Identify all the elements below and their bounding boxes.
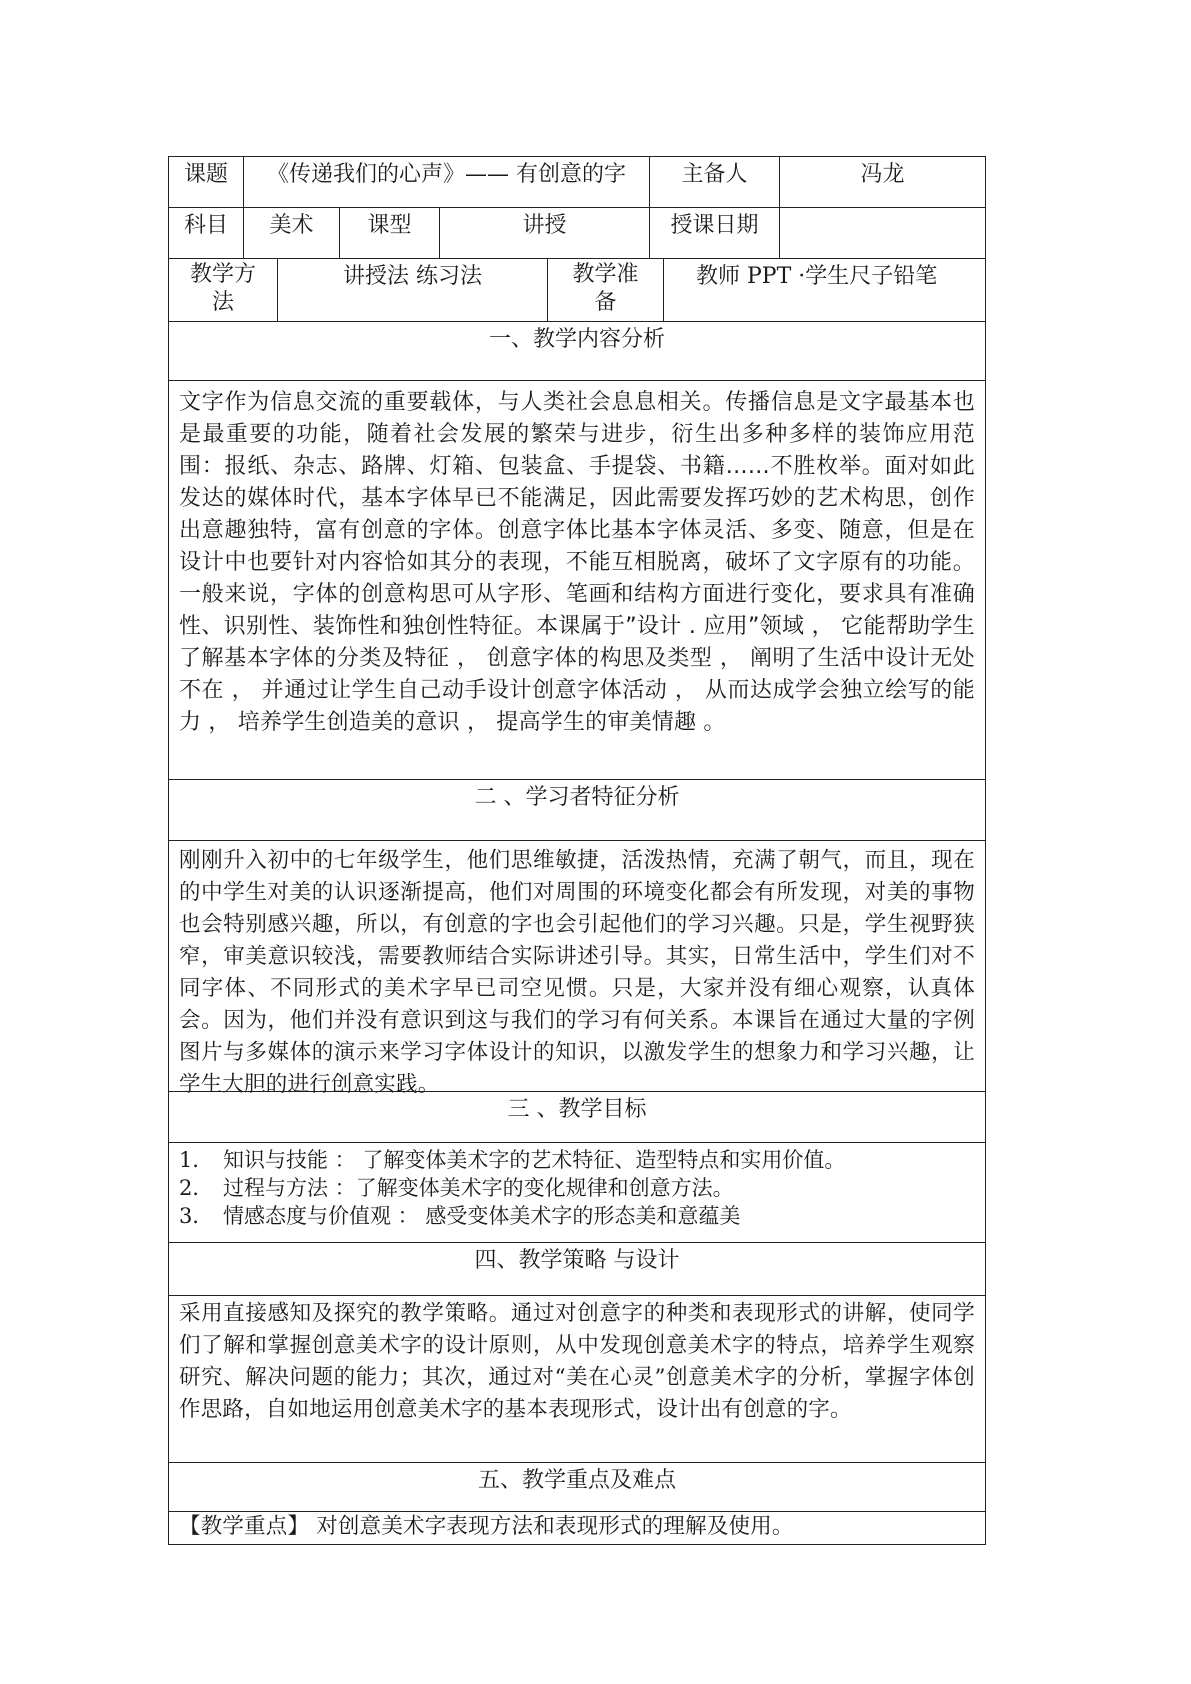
- prep-value: 教师 PPT ·学生尺子铅笔: [663, 259, 985, 321]
- section-5-text: [169, 1512, 985, 1544]
- section-2-title-row: [169, 779, 985, 840]
- section-5-body-row: [169, 1511, 985, 1544]
- section-2-title: 二 、学习者特征分析: [474, 785, 680, 810]
- header-row-subject: [169, 207, 985, 258]
- method-value: 讲授法 练习法: [277, 259, 547, 321]
- section-1-title-row: [169, 321, 985, 380]
- lead-value: 冯龙: [779, 157, 985, 207]
- objective-text: 知识与技能 ： 了解变体美术字的艺术特征、造型特点和实用价值。: [223, 1148, 846, 1172]
- header-row-method: [169, 258, 985, 321]
- type-value: 讲授: [439, 208, 649, 258]
- label-topic: 课题: [183, 162, 228, 187]
- section-4-title-row: [169, 1242, 985, 1295]
- objective-item: [169, 1202, 985, 1230]
- section-5-title-row: [169, 1462, 985, 1511]
- objective-text: 情感态度与价值观 ： 感受变体美术字的形态美和意蕴美: [223, 1204, 741, 1228]
- label-type: 课型: [339, 208, 439, 258]
- objective-number: 2．: [179, 1176, 214, 1200]
- section-2-text: [169, 841, 985, 1097]
- section-2-paragraph: 刚刚升入初中的七年级学生，他们思维敏捷，活泼热情，充满了朝气，而且，现在的中学生对美的认识逐渐提高，他们对周围的环境变化都会有所发现，对美的事物也会特别感兴趣，所以，有创意的字也会引起他们的学习兴趣。只是，学生视野狭窄，审美意识较浅，需要教师结合实际讲述引导。其实，日常生活中，学生们对不同字体、不同形式的美术字早已司空见惯。只是，大家并没有细心观察，认真体会。因为，他们并没有意识到这与我们的学习有何关系。本课旨在通过大量的字例图片与多媒体的演示来学习字体设计的知识，以激发学生的想象力和学习兴趣，让学生大胆的进行创意实践。: [179, 848, 975, 1097]
- section-4-title: 四、教学策略 与设计: [474, 1248, 680, 1273]
- objective-number: 1．: [179, 1148, 214, 1172]
- label-date: 授课日期: [649, 208, 779, 258]
- objective-item: [169, 1174, 985, 1202]
- section-5-title: 五、教学重点及难点: [477, 1468, 676, 1493]
- label-lead: 主备人: [649, 157, 779, 207]
- label-prep: [547, 259, 663, 321]
- section-3-body-row: [169, 1142, 985, 1242]
- label-method: [169, 259, 277, 321]
- label-method-line1: 教学方: [189, 262, 256, 287]
- objective-text: 过程与方法 ：了解变体美术字的变化规律和创意方法。: [223, 1176, 734, 1200]
- section-3-title-row: [169, 1091, 985, 1142]
- label-subject: 科目: [183, 213, 228, 238]
- section-4-paragraph: 采用直接感知及探究的教学策略。通过对创意字的种类和表现形式的讲解，使同学们了解和掌握创意美术字的设计原则，从中发现创意美术字的特点，培养学生观察研究、解决问题的能力；其次，通过对“美在心灵”创意美术字的分析，掌握字体创作思路，自如地运用创意美术字的基本表现形式，设计出有创意的字。: [179, 1301, 975, 1422]
- lesson-plan-table: [168, 156, 986, 1545]
- section-1-body-row: [169, 380, 985, 779]
- label-method-line2: 法: [211, 290, 234, 315]
- subject-value: 美术: [243, 208, 339, 258]
- date-value: [779, 208, 985, 258]
- section-4-body-row: [169, 1295, 985, 1462]
- section-1-title: 一、教学内容分析: [488, 327, 665, 352]
- topic-value: 《传递我们的心声》—— 有创意的字: [243, 157, 649, 207]
- section-4-text: [169, 1296, 985, 1462]
- section-3-title: 三 、教学目标: [507, 1097, 647, 1122]
- section-1-paragraph: 文字作为信息交流的重要载体，与人类社会息息相关。传播信息是文字最基本也是最重要的功能，随着社会发展的繁荣与进步，衍生出多种多样的装饰应用范围：报纸、杂志、路牌、灯箱、包装盒、手提袋、书籍……不胜枚举。面对如此发达的媒体时代，基本字体早已不能满足，因此需要发挥巧妙的艺术构思，创作出意趣独特，富有创意的字体。创意字体比基本字体灵活、多变、随意，但是在设计中也要针对内容恰如其分的表现，不能互相脱离，破坏了文字原有的功能。一般来说，字体的创意构思可从字形、笔画和结构方面进行变化，要求具有准确性、识别性、装饰性和独创性特征。本课属于”设计 . 应用”领域 ， 它能帮助学生了解基本字体的分类及特征 ， 创意字体的构思及类型 ， 阐明了生活中设计无处不在 ， 并通过让学生自己动手设计创意字体活动 ， 从而达成学会独立绘写的能力 ， 培养学生创造美的意识 ， 提高学生的审美情趣 。: [179, 390, 975, 735]
- objective-item: [169, 1146, 985, 1174]
- header-row-topic: [169, 157, 985, 207]
- objective-number: 3．: [179, 1204, 214, 1228]
- section-5-paragraph: 【教学重点】 对创意美术字表现方法和表现形式的理解及使用。: [179, 1514, 794, 1539]
- section-1-text: [169, 381, 985, 779]
- section-2-body-row: [169, 840, 985, 1097]
- label-prep-line1: 教学准: [572, 262, 639, 287]
- label-prep-line2: 备: [594, 290, 617, 315]
